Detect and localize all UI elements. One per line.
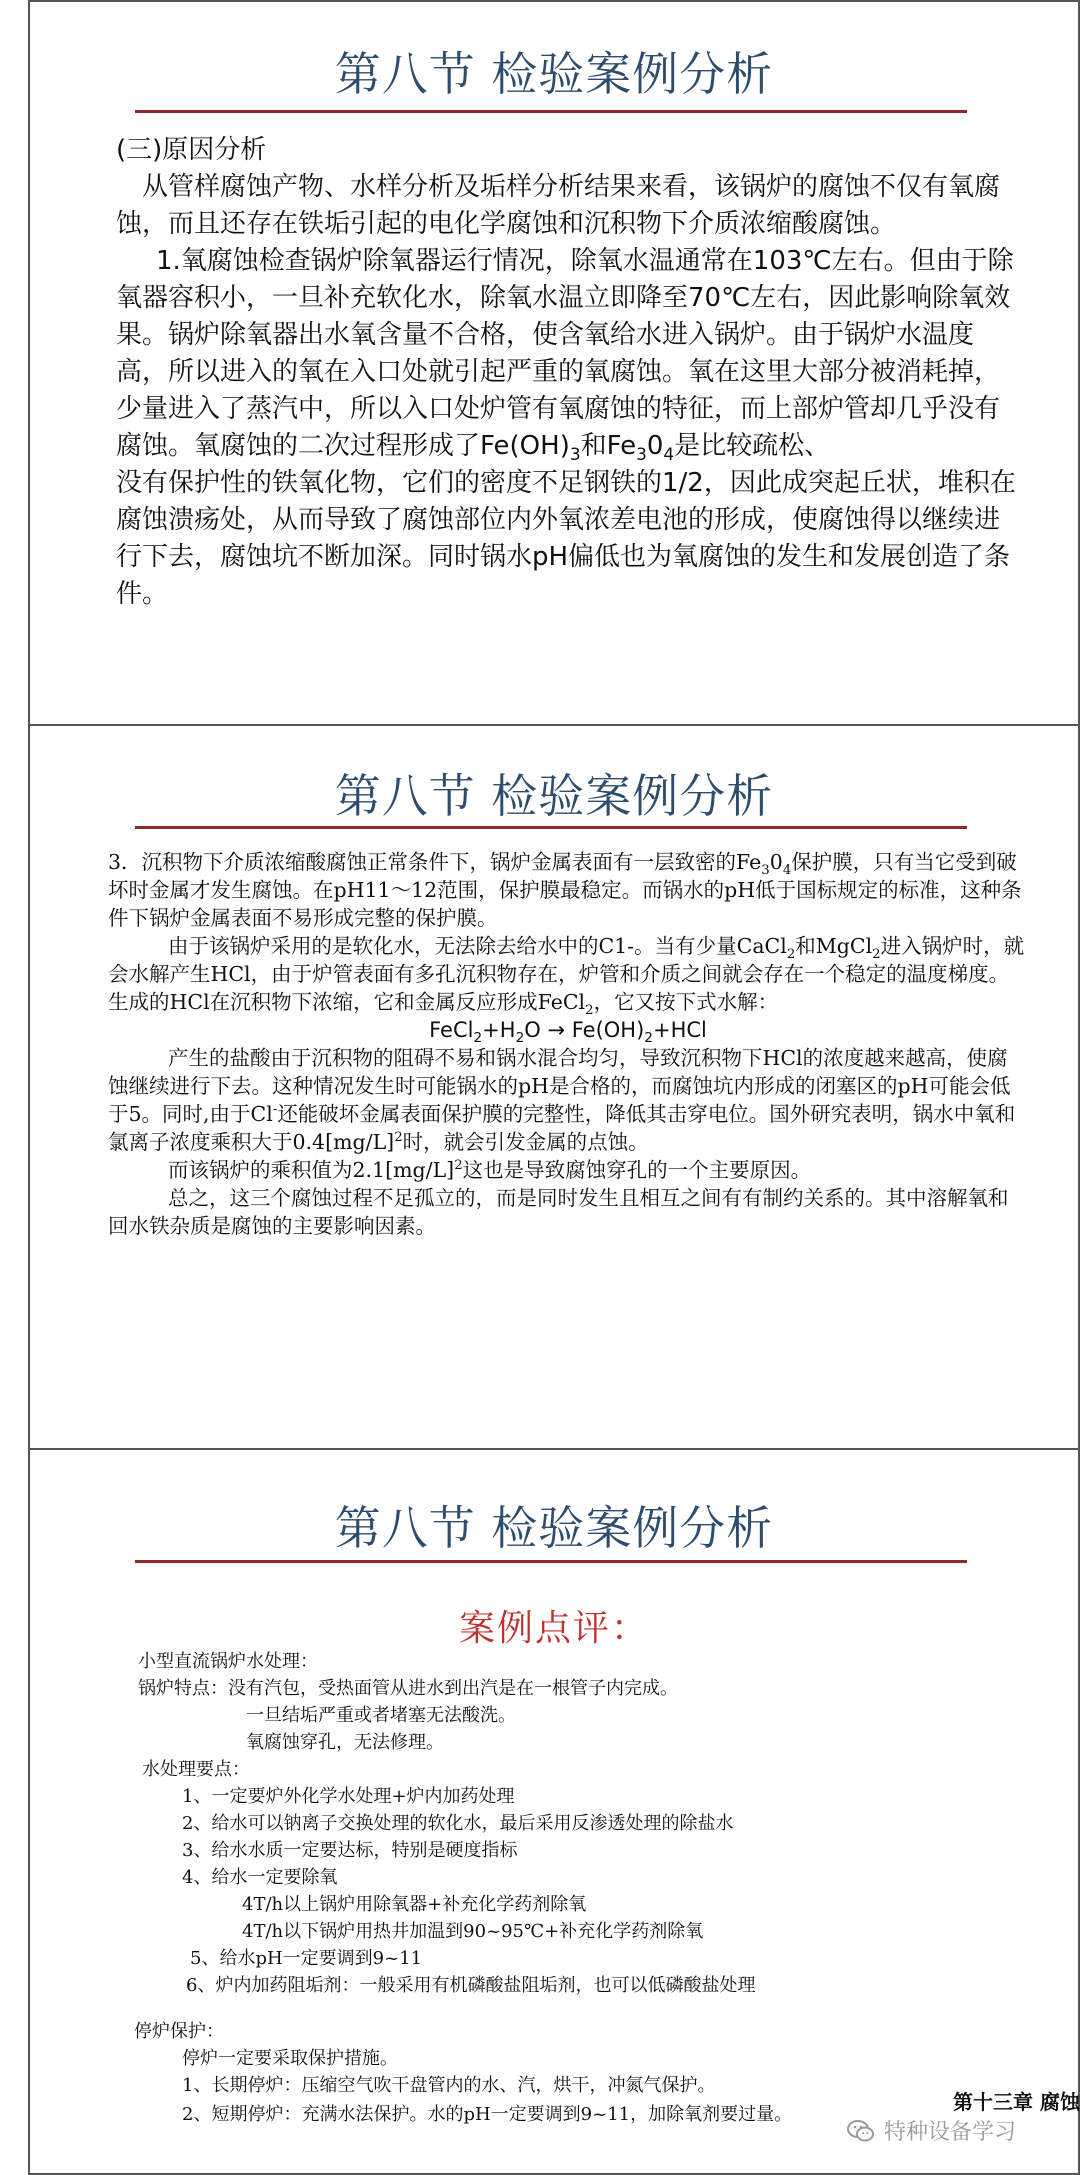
list-item: 1、长期停炉：压缩空气吹干盘管内的水、汽，烘干，冲氮气保护。: [182, 2075, 716, 2096]
list-item: 停炉保护：: [134, 2021, 224, 2042]
list-item: 1、一定要炉外化学水处理+炉内加药处理: [182, 1786, 515, 1807]
paragraph: 而该锅炉的乘积值为$2.1[mg/L]^2$这也是导致腐蚀穿孔的一个主要原因。: [168, 1158, 812, 1182]
slide-2-body: [108, 848, 1028, 1240]
slide-2-title: 第八节 检验案例分析: [334, 769, 774, 823]
title-rule: [135, 826, 967, 829]
title-rule: [135, 110, 967, 113]
watermark: [846, 2115, 1016, 2146]
wechat-icon: [846, 2117, 876, 2145]
slide-3-body: [30, 1450, 1078, 2173]
list-item: 3、给水水质一定要达标，特别是硬度指标: [182, 1840, 518, 1861]
list-item: 水处理要点：: [142, 1759, 250, 1780]
case-review-heading: 案例点评：: [458, 1608, 649, 1649]
list-item: 2、给水可以钠离子交换处理的软化水，最后采用反渗透处理的除盐水: [182, 1813, 734, 1834]
list-item: 小型直流锅炉水处理：: [138, 1651, 318, 1672]
paragraph: 1.氧腐蚀检查锅炉除氧器运行情况，除氧水温通常在103℃左右。但由于除氧器容积小，一旦补充软化水，除氧水温立即降至70℃左右，因此影响除氧效果。锅炉除氧器出水氧含量不合格，使含氧给水进入锅炉。由于锅炉水温度高，所以进入的氧在入口处就引起严重的氧腐蚀。氧在这里大部分被消耗掉，少量进入了蒸汽中，所以入口处炉管有氧腐蚀的特征，而上部炉管却几乎没有腐蚀。氧腐蚀的二次过程形成了$Fe(OH)_3$和$Fe_30_4$是比较疏松、: [116, 246, 1014, 465]
paragraph: 由于该锅炉采用的是软化水，无法除去给水中的C1-。当有少量CaCl$_2$和MgCl$_2$进入锅炉时，就会水解产生HCl，由于炉管表面有多孔沉积物存在，炉管和介质之间就会存在一个稳定的温度梯度。生成的HCl在沉积物下浓缩，它和金属反应形成FeCl$_2$，它又按下式水解：: [108, 934, 1025, 1019]
list-item: 4、给水一定要除氧: [182, 1867, 338, 1888]
list-item: 4T/h以上锅炉用除氧器+补充化学药剂除氧: [242, 1894, 587, 1915]
slide-1: [28, 0, 1080, 726]
list-item: 2、短期停炉：充满水法保护。水的pH一定要调到9~11，加除氧剂要过量。: [182, 2104, 793, 2125]
paragraph: 没有保护性的铁氧化物，它们的密度不足钢铁的1/2，因此成突起丘状，堆积在腐蚀溃疡处，从而导致了腐蚀部位内外氧浓差电池的形成，使腐蚀得以继续进行下去，腐蚀坑不断加深。同时锅水pH偏低也为氧腐蚀的发生和发展创造了条件。: [116, 468, 1016, 609]
paragraph: 总之，这三个腐蚀过程不足孤立的，而是同时发生且相互之间有有制约关系的。其中溶解氧和回水铁杂质是腐蚀的主要影响因素。: [108, 1186, 1009, 1238]
slide-2: [28, 724, 1080, 1450]
list-item: 4T/h以下锅炉用热井加温到90~95℃+补充化学药剂除氧: [242, 1921, 704, 1942]
watermark-text: 特种设备学习: [884, 2120, 1017, 2145]
chapter-label: 第十三章 腐蚀: [953, 2090, 1080, 2114]
list-item: 锅炉特点：没有汽包，受热面管从进水到出汽是在一根管子内完成。: [138, 1678, 678, 1699]
slide-3-title: 第八节 检验案例分析: [334, 1501, 774, 1555]
list-item: 氧腐蚀穿孔，无法修理。: [246, 1732, 444, 1753]
paragraph: 从管样腐蚀产物、水样分析及垢样分析结果来看，该锅炉的腐蚀不仅有氧腐蚀，而且还存在铁垢引起的电化学腐蚀和沉积物下介质浓缩酸腐蚀。: [116, 172, 1001, 239]
list-item: 6、炉内加药阻垢剂：一般采用有机磷酸盐阻垢剂，也可以低磷酸盐处理: [186, 1975, 756, 1996]
slide-3: [28, 1448, 1080, 2175]
paragraph: 3．沉积物下介质浓缩酸腐蚀正常条件下，锅炉金属表面有一层致密的$Fe_30_4$保护膜，只有当它受到破坏时金属才发生腐蚀。在pH11～12范围，保护膜最稳定。而锅水的pH低于国标规定的标准，这种条件下锅炉金属表面不易形成完整的保护膜。: [108, 850, 1022, 930]
section-heading: (三)原因分析: [116, 135, 267, 165]
paragraph: 产生的盐酸由于沉积物的阻碍不易和锅水混合均匀，导致沉积物下HCl的浓度越来越高，使腐蚀继续进行下去。这种情况发生时可能锅水的pH是合格的，而腐蚀坑内形成的闭塞区的pH可能会低于5。同时,由于Cl-还能破坏金属表面保护膜的完整性，降低其击穿电位。国外研究表明，锅水中氧和氯离子浓度乘积大于$0.4[mg/L]^2$时，就会引发金属的点蚀。: [108, 1046, 1016, 1154]
equation: $FeCl_2+H_2O \to Fe(OH)_2+HCl$: [429, 1018, 707, 1047]
slide-1-body: [116, 132, 1016, 613]
slide-1-title: 第八节 检验案例分析: [334, 47, 774, 101]
list-item: 一旦结垢严重或者堵塞无法酸洗。: [246, 1705, 516, 1726]
list-item: 5、给水pH一定要调到9~11: [190, 1948, 423, 1969]
list-item: 停炉一定要采取保护措施。: [182, 2048, 398, 2069]
